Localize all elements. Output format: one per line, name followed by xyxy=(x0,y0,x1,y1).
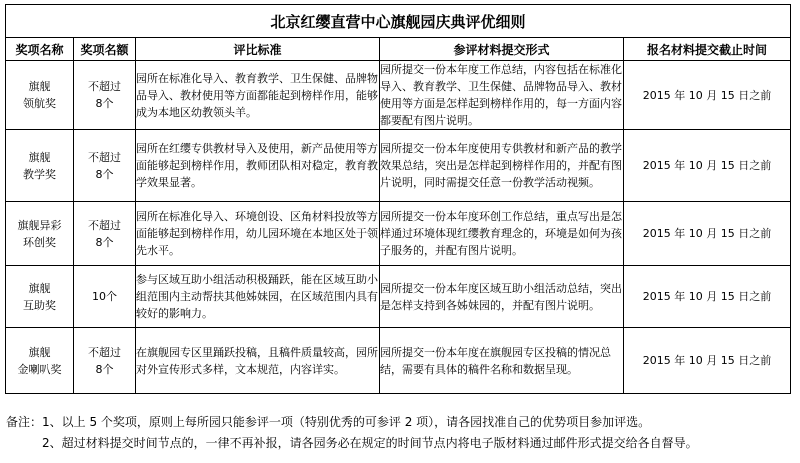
award-criteria-table xyxy=(5,4,791,394)
quota-cell xyxy=(74,328,136,394)
table-row xyxy=(6,61,791,130)
quota-cell xyxy=(74,130,136,202)
award-name-cell xyxy=(6,130,74,202)
award-name-line: 金喇叭奖 xyxy=(17,362,62,376)
quota-line: 不超过 xyxy=(88,80,121,93)
header-quota: 奖项名额 xyxy=(74,38,136,61)
materials-cell: 园所提交一份本年度在旗舰园专区投稿的情况总结，需要有具体的稿件名称和数据呈现。 xyxy=(380,328,624,394)
award-name-line: 旗舰 xyxy=(28,281,51,295)
materials-cell: 园所提交一份本年度区域互助小组活动总结，突出是怎样支持到各姊妹园的，并配有图片说明。 xyxy=(380,266,624,328)
criteria-cell: 园所在红缨专供教材导入及使用，新产品使用等方面能够起到榜样作用，教师团队相对稳定，教育教学效果显著。 xyxy=(136,130,380,202)
table-row xyxy=(6,130,791,202)
quota-line: 8个 xyxy=(95,235,114,249)
table-row xyxy=(6,266,791,328)
award-name-line: 互助奖 xyxy=(23,298,56,312)
award-name-line: 旗舰 xyxy=(28,80,51,93)
award-name-cell xyxy=(6,202,74,266)
header-award-name: 奖项名称 xyxy=(6,38,74,61)
quota-line: 8个 xyxy=(95,362,114,376)
table-title: 北京红缨直营中心旗舰园庆典评优细则 xyxy=(6,5,791,38)
quota-cell xyxy=(74,266,136,328)
award-name-line: 教学奖 xyxy=(23,167,56,181)
deadline-cell: 2015 年 10 月 15 日之前 xyxy=(624,266,791,328)
materials-cell: 园所提交一份本年度使用专供教材和新产品的教学效果总结，突出是怎样起到榜样作用的，并配有图片说明，同时需提交任意一份教学活动视频。 xyxy=(380,130,624,202)
quota-line: 8个 xyxy=(95,97,114,110)
quota-cell xyxy=(74,61,136,130)
award-name-cell xyxy=(6,328,74,394)
table-row xyxy=(6,328,791,394)
quota-line: 不超过 xyxy=(88,218,121,232)
header-materials: 参评材料提交形式 xyxy=(380,38,624,61)
award-name-cell xyxy=(6,61,74,130)
table-row xyxy=(6,202,791,266)
deadline-cell: 2015 年 10 月 15 日之前 xyxy=(624,328,791,394)
header-row xyxy=(6,38,791,61)
award-name-line: 领航奖 xyxy=(23,97,56,110)
criteria-cell: 园所在标准化导入、环境创设、区角材料投放等方面能够起到榜样作用，幼儿园环境在本地区处于领先水平。 xyxy=(136,202,380,266)
footnotes xyxy=(6,412,796,454)
header-criteria: 评比标准 xyxy=(136,38,380,61)
award-name-line: 旗舰异彩 xyxy=(17,218,62,232)
deadline-cell: 2015 年 10 月 15 日之前 xyxy=(624,61,791,130)
quota-line: 10个 xyxy=(92,290,117,303)
quota-line: 不超过 xyxy=(88,150,121,164)
deadline-cell: 2015 年 10 月 15 日之前 xyxy=(624,202,791,266)
quota-cell xyxy=(74,202,136,266)
note-line-1: 备注：1、以上 5 个奖项，原则上每所园只能参评一项（特别优秀的可参评 2 项），请各园找准自己的优势项目参加评选。 xyxy=(6,415,651,429)
criteria-cell: 园所在标准化导入、教育教学、卫生保健、品牌物品导入、教材使用等方面都能起到榜样作用，能够成为本地区幼教领头羊。 xyxy=(136,61,380,130)
header-deadline: 报名材料提交截止时间 xyxy=(624,38,791,61)
quota-line: 8个 xyxy=(95,167,114,181)
award-name-line: 旗舰 xyxy=(28,150,51,164)
materials-cell: 园所提交一份本年度工作总结，内容包括在标准化导入、教育教学、卫生保健、品牌物品导入、教材使用等方面是怎样起到榜样作用的，每一方面内容都要配有图片说明。 xyxy=(380,61,624,130)
quota-line: 不超过 xyxy=(88,345,121,359)
award-name-line: 旗舰 xyxy=(28,345,51,359)
award-name-line: 环创奖 xyxy=(23,235,56,249)
materials-cell: 园所提交一份本年度环创工作总结，重点写出是怎样通过环境体现红缨教育理念的，环境是如何为孩子服务的，并配有图片说明。 xyxy=(380,202,624,266)
criteria-cell: 参与区域互助小组活动积极踊跃，能在区域互助小组范围内主动帮扶其他姊妹园，在区域范围内具有较好的影响力。 xyxy=(136,266,380,328)
deadline-cell: 2015 年 10 月 15 日之前 xyxy=(624,130,791,202)
criteria-cell: 在旗舰园专区里踊跃投稿，且稿件质量较高，园所对外宣传形式多样，文本规范，内容详实。 xyxy=(136,328,380,394)
award-name-cell xyxy=(6,266,74,328)
note-line-2: 2、超过材料提交时间节点的，一律不再补报，请各园务必在规定的时间节点内将电子版材料通过邮件形式提交给各自督导。 xyxy=(42,436,698,450)
